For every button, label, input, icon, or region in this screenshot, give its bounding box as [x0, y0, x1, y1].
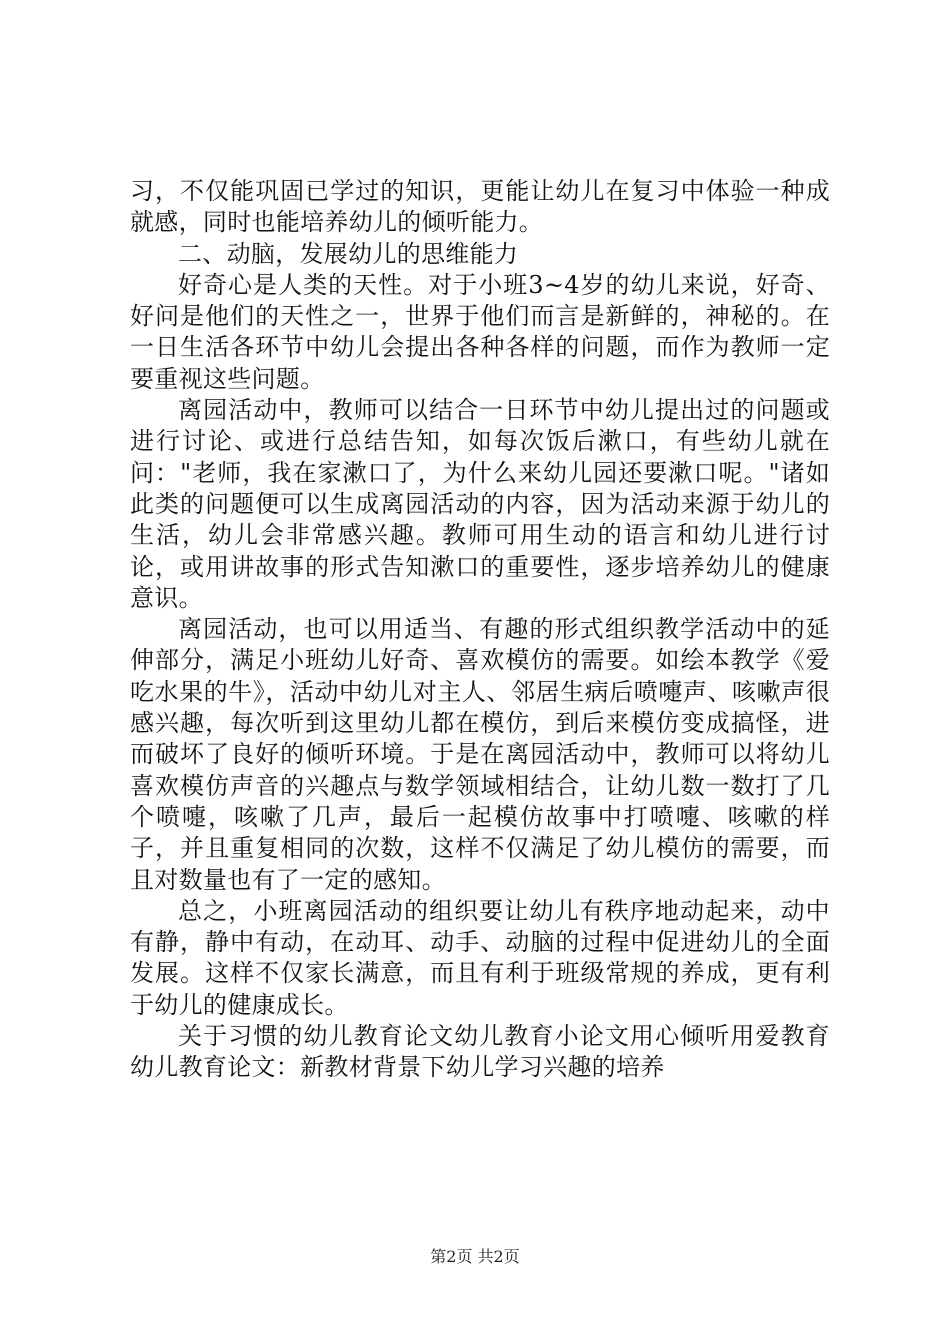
- paragraph-curiosity: 好奇心是人类的天性。对于小班3~4岁的幼儿来说，好奇、好问是他们的天性之一，世界于他们而言是新鲜的，神秘的。在一日生活各环节中幼儿会提出各种各样的问题，而作为教师一定要重视这些问题。: [130, 270, 830, 393]
- section-heading: 二、动脑，发展幼儿的思维能力: [178, 239, 519, 268]
- paragraph-extension: 离园活动，也可以用适当、有趣的形式组织教学活动中的延伸部分，满足小班幼儿好奇、喜欢模仿的需要。如绘本教学《爱吃水果的牛》，活动中幼儿对主人、邻居生病后喷嚏声、咳嗽声很感兴趣，每次听到这里幼儿都在模仿，到后来模仿变成搞怪，进而破坏了良好的倾听环境。于是在离园活动中，教师可以将幼儿喜欢模仿声音的兴趣点与数学领域相结合，让幼儿数一数打了几个喷嚏，咳嗽了几声，最后一起模仿故事中打喷嚏、咳嗽的样子，并且重复相同的次数，这样不仅满足了幼儿模仿的需要，而且对数量也有了一定的感知。: [130, 615, 830, 894]
- page-number-footer: 第2页 共2页: [430, 1247, 520, 1266]
- paragraph-discussion: 离园活动中，教师可以结合一日环节中幼儿提出过的问题或进行讨论、或进行总结告知，如每次饭后漱口，有些幼儿就在问："老师，我在家漱口了，为什么来幼儿园还要漱口呢。"诸如此类的问题便可以生成离园活动的内容，因为活动来源于幼儿的生活，幼儿会非常感兴趣。教师可用生动的语言和幼儿进行讨论，或用讲故事的形式告知漱口的重要性，逐步培养幼儿的健康意识。: [130, 396, 830, 612]
- document-body: [130, 176, 830, 1084]
- paragraph-related-titles: 关于习惯的幼儿教育论文幼儿教育小论文用心倾听用爱教育幼儿教育论文：新教材背景下幼儿学习兴趣的培养: [130, 1022, 830, 1082]
- paragraph-continuation: 习，不仅能巩固已学过的知识，更能让幼儿在复习中体验一种成就感，同时也能培养幼儿的倾听能力。: [130, 177, 830, 237]
- paragraph-conclusion: 总之，小班离园活动的组织要让幼儿有秩序地动起来，动中有静，静中有动，在动耳、动手、动脑的过程中促进幼儿的全面发展。这样不仅家长满意，而且有利于班级常规的养成，更有利于幼儿的健康成长。: [130, 896, 830, 1019]
